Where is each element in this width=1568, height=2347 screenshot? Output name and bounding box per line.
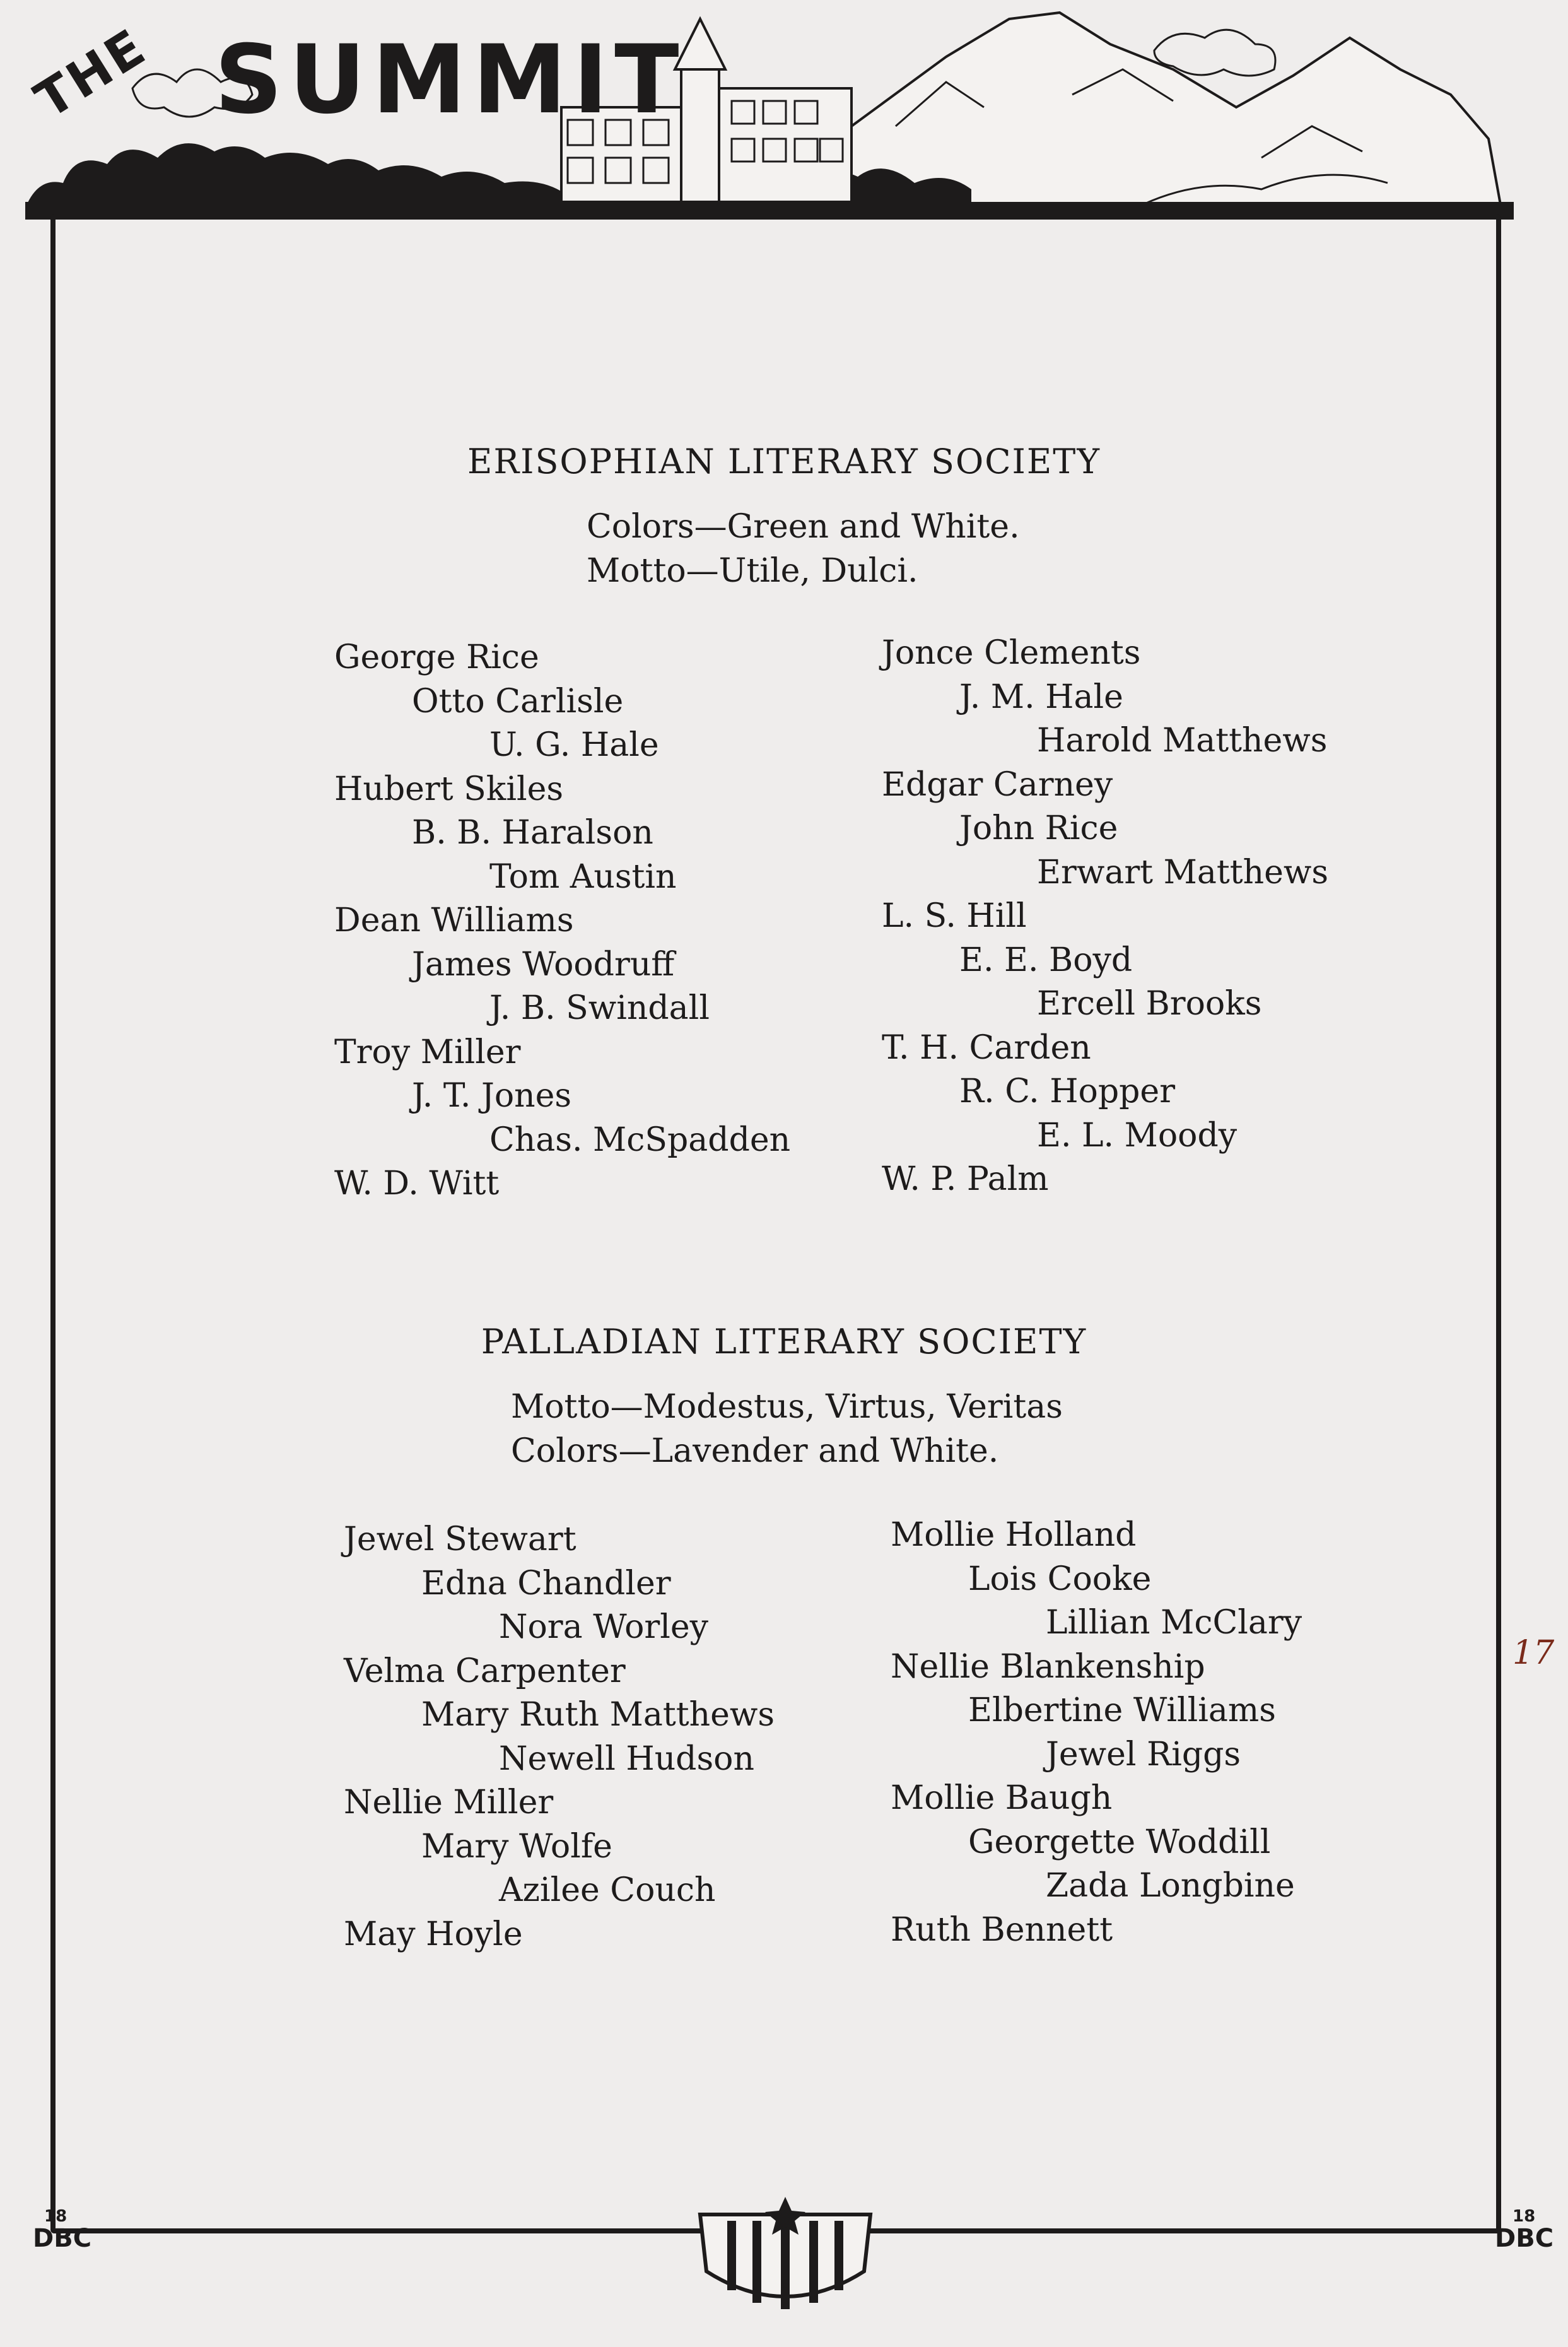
member-name: Velma Carpenter <box>344 1652 626 1690</box>
palladian-title: PALLADIAN LITERARY SOCIETY <box>481 1322 1087 1362</box>
member-name: Mollie Baugh <box>891 1779 1113 1817</box>
page-number-mark: 17 <box>1512 1634 1555 1672</box>
shield-icon <box>694 2196 877 2322</box>
member-name: Newell Hudson <box>499 1739 754 1778</box>
member-name: W. P. Palm <box>882 1160 1049 1198</box>
erisophian-title: ERISOPHIAN LITERARY SOCIETY <box>467 442 1101 481</box>
palladian-colors: Colors—Lavender and White. <box>511 1432 999 1470</box>
member-name: Hubert Skiles <box>334 770 564 808</box>
member-name: Lois Cooke <box>968 1560 1152 1598</box>
member-name: Jewel Riggs <box>1046 1735 1241 1773</box>
member-name: L. S. Hill <box>882 897 1027 935</box>
member-name: Troy Miller <box>334 1033 521 1071</box>
header-summit: SUMMIT <box>214 25 686 135</box>
member-name: Azilee Couch <box>499 1871 716 1909</box>
member-name: R. C. Hopper <box>959 1073 1176 1110</box>
member-name: Georgette Woddill <box>968 1823 1271 1861</box>
member-name: Chas. McSpadden <box>489 1121 791 1159</box>
member-name: George Rice <box>334 638 539 676</box>
member-name: John Rice <box>959 809 1118 847</box>
member-name: J. T. Jones <box>412 1077 572 1115</box>
member-name: Nellie Miller <box>344 1784 554 1821</box>
member-name: Erwart Matthews <box>1037 853 1329 891</box>
member-name: Mary Ruth Matthews <box>421 1696 775 1734</box>
member-name: Ruth Bennett <box>891 1910 1113 1949</box>
member-name: Tom Austin <box>489 857 677 896</box>
member-name: Harold Matthews <box>1037 722 1328 760</box>
member-name: Lillian McClary <box>1046 1604 1302 1642</box>
member-name: E. E. Boyd <box>959 941 1133 979</box>
member-name: W. D. Witt <box>334 1165 500 1203</box>
member-name: J. B. Swindall <box>489 989 710 1027</box>
header-the: THE <box>25 17 157 130</box>
member-name: B. B. Haralson <box>412 814 653 852</box>
member-name: James Woodruff <box>412 945 675 984</box>
member-name: May Hoyle <box>344 1915 523 1953</box>
member-name: Otto Carlisle <box>412 682 624 721</box>
member-name: Ercell Brooks <box>1037 985 1262 1023</box>
erisophian-colors: Colors—Green and White. <box>587 508 1020 546</box>
member-name: Mary Wolfe <box>421 1827 612 1866</box>
corner-left-year: 18 <box>44 2207 67 2226</box>
corner-right-year: 18 <box>1512 2207 1536 2226</box>
member-name: Nellie Blankenship <box>891 1647 1205 1686</box>
member-name: Mollie Holland <box>891 1516 1137 1554</box>
member-name: Elbertine Williams <box>968 1691 1276 1729</box>
member-name: Jonce Clements <box>882 634 1141 672</box>
member-name: J. M. Hale <box>959 678 1123 716</box>
member-name: Zada Longbine <box>1046 1867 1295 1905</box>
palladian-motto: Motto—Modestus, Virtus, Veritas <box>511 1388 1063 1426</box>
member-name: Nora Worley <box>499 1608 709 1646</box>
corner-right-initials: DBC <box>1495 2224 1554 2253</box>
erisophian-motto: Motto—Utile, Dulci. <box>587 552 918 590</box>
member-name: Dean Williams <box>334 902 574 939</box>
member-name: U. G. Hale <box>489 726 659 764</box>
member-name: Edgar Carney <box>882 765 1113 804</box>
member-name: E. L. Moody <box>1037 1116 1237 1155</box>
member-name: T. H. Carden <box>882 1028 1091 1067</box>
member-name: Edna Chandler <box>421 1564 671 1603</box>
corner-left-initials: DBC <box>33 2224 92 2253</box>
member-name: Jewel Stewart <box>344 1521 576 1558</box>
